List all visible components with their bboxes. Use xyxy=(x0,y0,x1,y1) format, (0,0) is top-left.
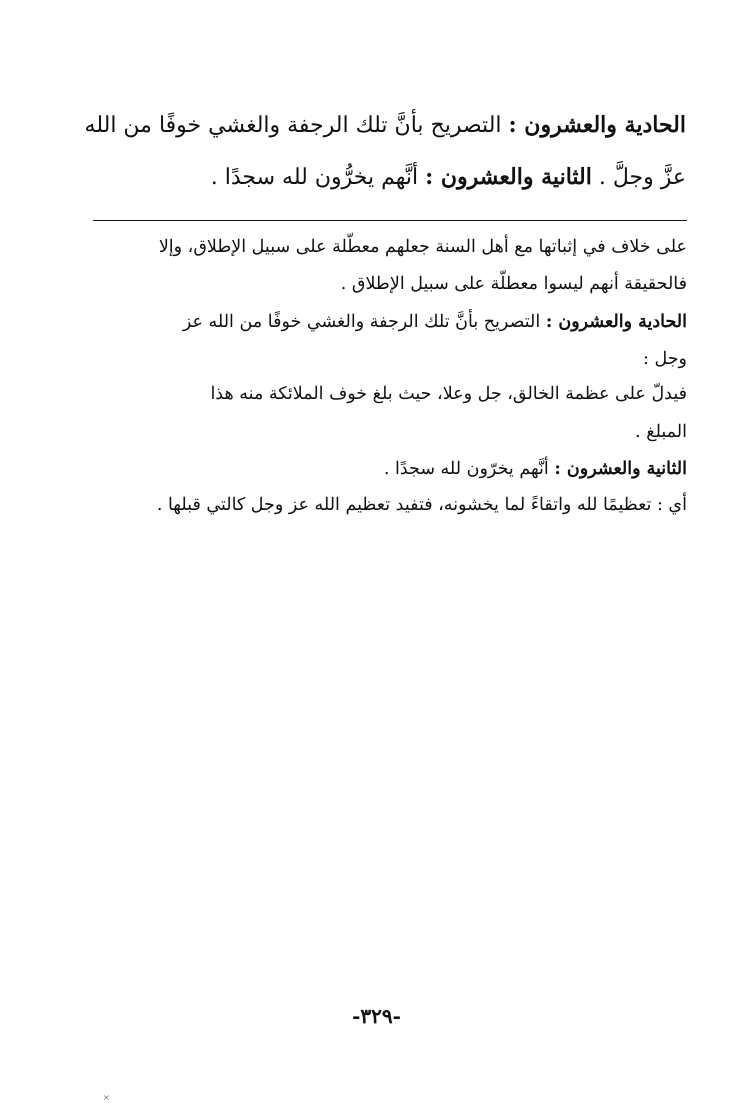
footnote-explanation-22: أي : تعظيمًا لله واتقاءً لما يخشونه، فتفيد تعظيم الله عز وجل كالتي قبلها . xyxy=(156,495,687,515)
scan-speck: × xyxy=(103,1093,110,1102)
footnote-item-21 xyxy=(93,312,687,332)
footnote-heading-21: الحادية والعشرون : xyxy=(545,312,687,332)
footnote-explanation-21-line-2: المبلغ . xyxy=(635,422,687,442)
main-text-line-2 xyxy=(86,164,686,190)
main-text-21: التصريح بأنَّ تلك الرجفة والغشي خوفًا من الله xyxy=(84,113,502,138)
footnote-separator xyxy=(93,220,687,221)
footnote-line-2: فالحقيقة أنهم ليسوا معطلّة على سبيل الإطلاق . xyxy=(340,274,687,294)
heading-21: الحادية والعشرون : xyxy=(508,112,686,138)
page-number: -٣٢٩- xyxy=(352,1004,401,1028)
footnote-item-22 xyxy=(93,459,687,479)
footnote-line-1: على خلاف في إثباتها مع أهل السنة جعلهم معطّلة على سبيل الإطلاق، وإلا xyxy=(158,237,687,257)
footnote-text-22: أنَّهم يخرّون لله سجدًا . xyxy=(383,459,549,479)
heading-22: الثانية والعشرون : xyxy=(425,164,592,190)
footnote-text-21: التصريح بأنَّ تلك الرجفة والغشي خوفًا من الله عز xyxy=(182,312,541,332)
main-text-22: أنَّهم يخرُّون لله سجدًا . xyxy=(210,165,419,190)
main-text-21-end: عزَّ وجلَّ . xyxy=(598,165,686,190)
main-text-line-1 xyxy=(86,112,686,138)
footnote-item-21-continuation: وجل : xyxy=(643,349,687,369)
footnote-explanation-21-line-1: فيدلّ على عظمة الخالق، جل وعلا، حيث بلغ خوف الملائكة منه هذا xyxy=(210,384,687,404)
footnote-heading-22: الثانية والعشرون : xyxy=(554,459,687,479)
